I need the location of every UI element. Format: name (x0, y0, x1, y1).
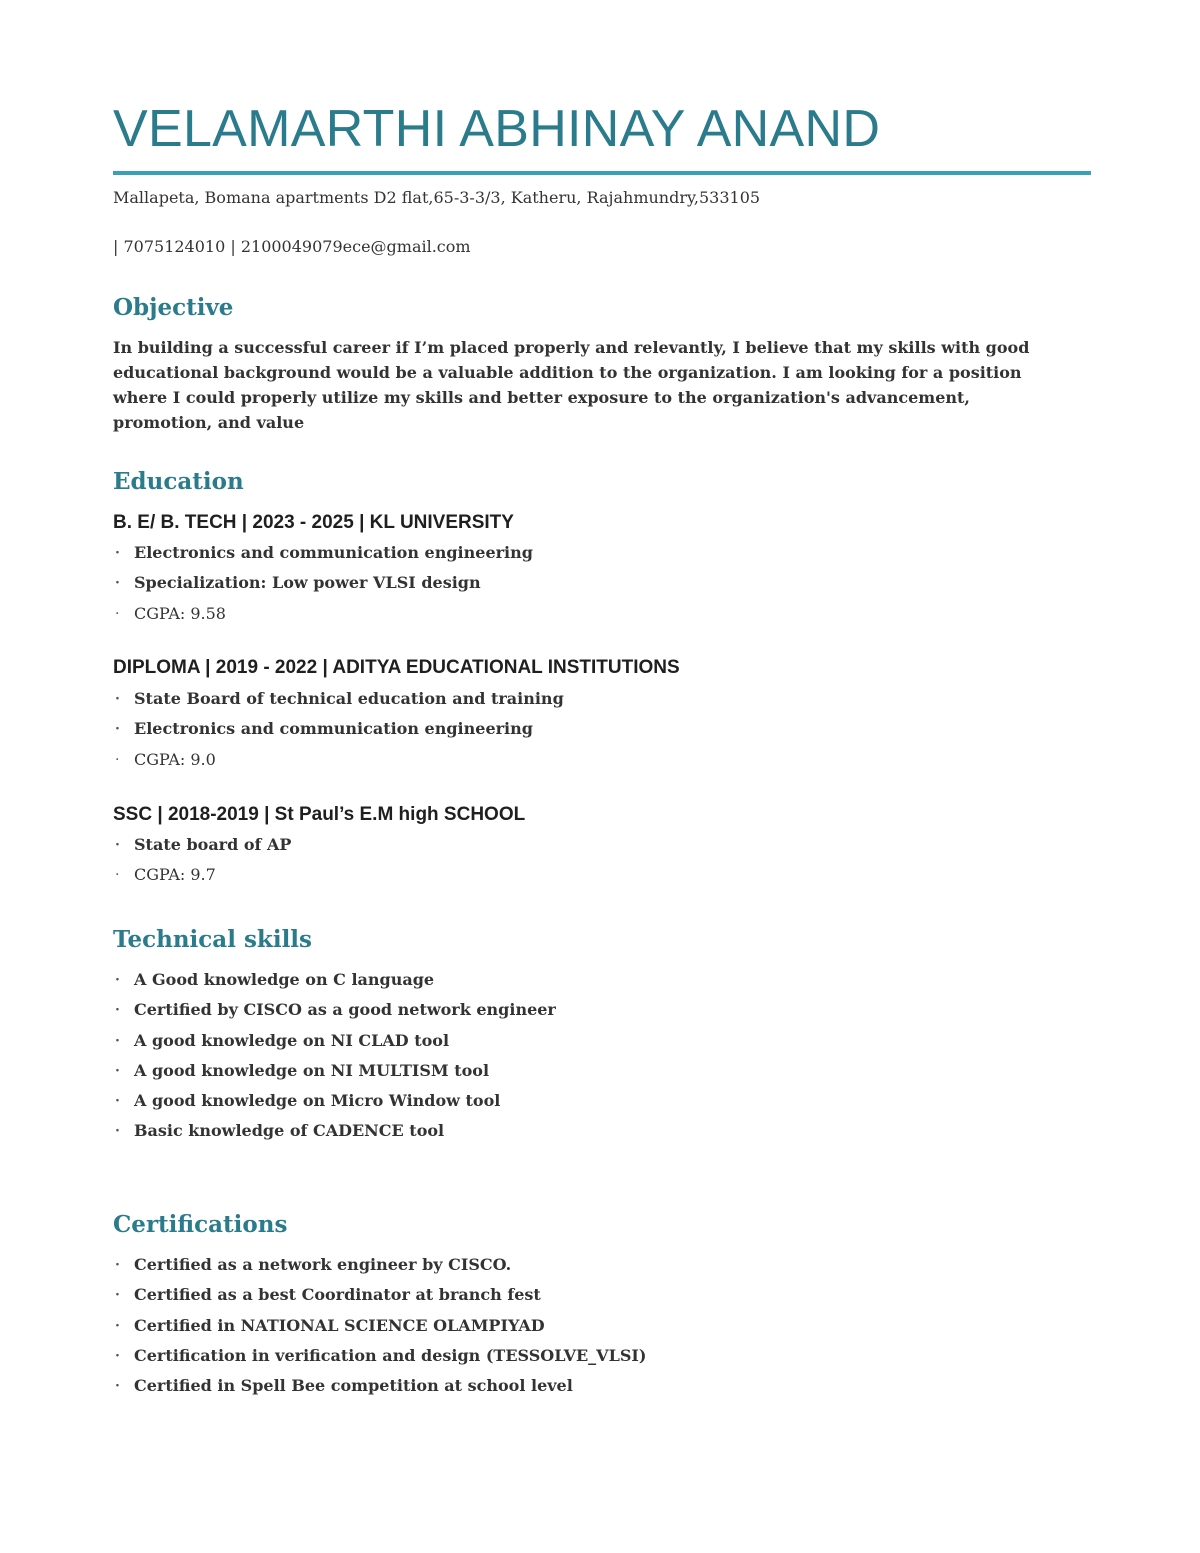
education-entry-list (113, 538, 533, 629)
list-item (113, 1280, 646, 1310)
technical-skills-list (113, 965, 556, 1147)
education-entry-heading: SSC | 2018-2019 | St Paul’s E.M high SCHOOL (113, 804, 526, 825)
list-item-text: CGPA: 9.0 (134, 749, 216, 769)
education-heading: Education (113, 468, 244, 495)
list-item-text: A good knowledge on NI CLAD tool (134, 1030, 450, 1050)
list-item (113, 714, 564, 744)
list-item (113, 1250, 646, 1280)
list-item-text: Specialization: Low power VLSI design (134, 573, 481, 593)
list-item-text: State Board of technical education and training (134, 689, 564, 708)
list-item (113, 995, 556, 1025)
list-item-text: Certification in verification and design (TESSOLVE_VLSI) (134, 1345, 647, 1365)
bullet-icon: · (115, 1062, 120, 1079)
bullet-icon: · (115, 1257, 120, 1273)
bullet-icon: · (115, 867, 120, 884)
list-item (113, 1371, 646, 1401)
bullet-icon: · (115, 751, 120, 768)
technical-skills-heading: Technical skills (113, 926, 312, 953)
list-item-text: A good knowledge on Micro Window tool (134, 1091, 501, 1111)
certifications-list (113, 1250, 646, 1401)
list-item-text: Certified as a network engineer by CISCO. (134, 1255, 512, 1274)
bullet-icon: · (115, 605, 120, 622)
list-item (113, 1056, 556, 1086)
list-item (113, 965, 556, 995)
bullet-icon: · (115, 1347, 120, 1364)
objective-text: In building a successful career if I’m placed properly and relevantly, I believe that my skills with good educational background would be a valuable addition to the organization. I am looking for a position where I could properly utilize my skills and better exposure to the organization's advancement, promotion, and value (113, 338, 1030, 432)
list-item-text: Certified in NATIONAL SCIENCE OLAMPIYAD (134, 1315, 545, 1335)
list-item-text: Certified as a best Coordinator at branch fest (134, 1285, 541, 1305)
bullet-icon: · (115, 545, 120, 561)
list-item (113, 599, 533, 629)
bullet-icon: · (115, 721, 120, 738)
list-item (113, 684, 564, 714)
list-item-text: Certified in Spell Bee competition at school level (134, 1376, 573, 1396)
list-item-text: Basic knowledge of CADENCE tool (134, 1121, 445, 1141)
list-item (113, 1341, 646, 1371)
objective-heading: Objective (113, 294, 234, 321)
list-item (113, 1116, 556, 1146)
address-line: Mallapeta, Bomana apartments D2 flat,65-3-3/3, Katheru, Rajahmundry,533105 (113, 188, 761, 207)
list-item-text: A Good knowledge on C language (134, 970, 435, 989)
bullet-icon: · (115, 1378, 120, 1395)
education-entry-list (113, 830, 291, 891)
bullet-icon: · (115, 1032, 120, 1049)
bullet-icon: · (115, 837, 120, 853)
list-item-text: Certified by CISCO as a good network engineer (134, 1000, 556, 1020)
list-item (113, 568, 533, 598)
list-item-text: CGPA: 9.58 (134, 603, 226, 623)
list-item (113, 830, 291, 860)
certifications-heading: Certifications (113, 1211, 288, 1238)
header-divider (113, 171, 1091, 175)
list-item-text: Electronics and communication engineering (134, 719, 533, 739)
bullet-icon: · (115, 1123, 120, 1140)
list-item-text: State board of AP (134, 835, 292, 854)
bullet-icon: · (115, 691, 120, 707)
list-item-text: Electronics and communication engineering (134, 543, 533, 562)
list-item-text: A good knowledge on NI MULTISM tool (134, 1060, 490, 1080)
list-item (113, 745, 564, 775)
education-entry-heading: DIPLOMA | 2019 - 2022 | ADITYA EDUCATIONAL INSTITUTIONS (113, 657, 680, 678)
candidate-name: VELAMARTHI ABHINAY ANAND (113, 100, 881, 158)
education-entry-list (113, 684, 564, 775)
list-item (113, 1311, 646, 1341)
education-entry-heading: B. E/ B. TECH | 2023 - 2025 | KL UNIVERSITY (113, 512, 514, 533)
bullet-icon: · (115, 1002, 120, 1019)
bullet-icon: · (115, 1317, 120, 1334)
list-item (113, 860, 291, 890)
bullet-icon: · (115, 1287, 120, 1304)
list-item (113, 538, 533, 568)
list-item (113, 1026, 556, 1056)
bullet-icon: · (115, 972, 120, 988)
list-item-text: CGPA: 9.7 (134, 865, 216, 885)
contact-line: | 7075124010 | 2100049079ece@gmail.com (113, 237, 471, 256)
bullet-icon: · (115, 1093, 120, 1110)
list-item (113, 1086, 556, 1116)
bullet-icon: · (115, 575, 120, 592)
